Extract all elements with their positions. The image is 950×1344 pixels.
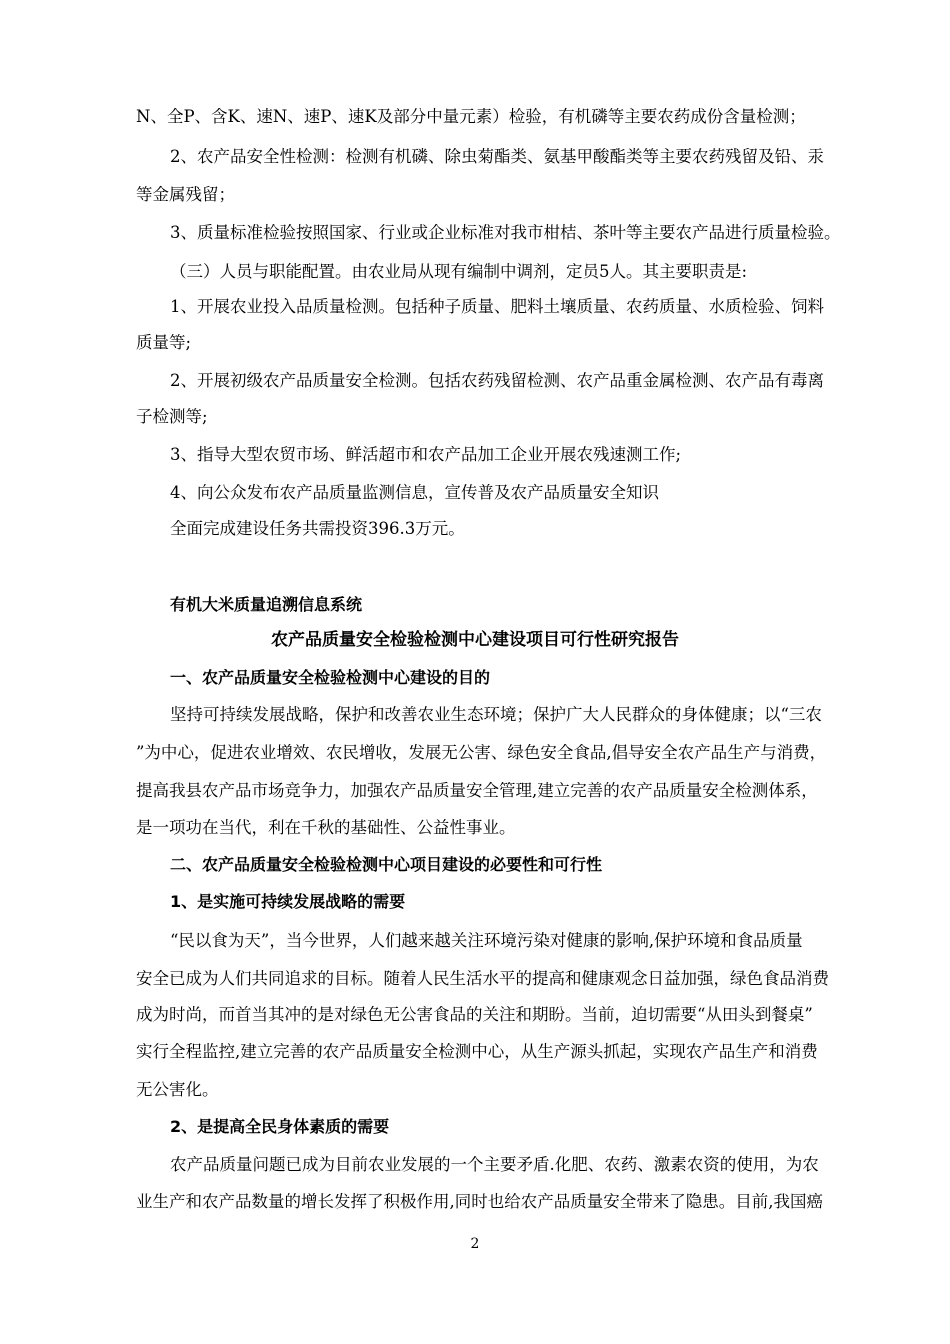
body-line: （三）人员与职能配置。由农业局从现有编制中调剂，定员5人。其主要职责是: (170, 262, 748, 281)
body-line: 4、向公众发布农产品质量监测信息，宣传普及农产品质量安全知识 (170, 483, 659, 502)
body-line: 2、农产品安全性检测：检测有机磷、除虫菊酯类、氨基甲酸酯类等主要农药残留及铅、汞 (170, 147, 824, 166)
body-line: N、全P、含K、速N、速P、速K及部分中量元素）检验，有机磷等主要农药成份含量检测； (136, 107, 806, 126)
body-line: 无公害化。 (136, 1080, 219, 1099)
body-line: 2、开展初级农产品质量安全检测。包括农药残留检测、农产品重金属检测、农产品有毒离 (170, 371, 824, 390)
page-number: 2 (470, 1236, 480, 1252)
body-line: 3、指导大型农贸市场、鲜活超市和农产品加工企业开展农残速测工作; (170, 445, 682, 464)
body-line: 安全已成为人们共同追求的目标。随着人民生活水平的提高和健康观念日益加强，绿色食品消费 (136, 969, 829, 988)
subsection-heading: 1、是实施可持续发展战略的需要 (170, 892, 406, 911)
body-line: 全面完成建设任务共需投资396.3万元。 (170, 519, 465, 538)
body-line: 质量等; (136, 333, 192, 352)
body-line: 业生产和农产品数量的增长发挥了积极作用,同时也给农产品质量安全带来了隐患。目前,我国癌 (136, 1192, 823, 1211)
body-line: 3、质量标准检验按照国家、行业或企业标准对我市柑桔、茶叶等主要农产品进行质量检验。 (170, 223, 841, 242)
body-line: 子检测等; (136, 407, 208, 426)
body-line: 农产品质量问题已成为目前农业发展的一个主要矛盾.化肥、农药、激素农资的使用，为农 (170, 1155, 819, 1174)
body-line: 是一项功在当代，利在千秋的基础性、公益性事业。 (136, 818, 516, 837)
body-line: 实行全程监控,建立完善的农产品质量安全检测中心，从生产源头抓起，实现农产品生产和消费 (136, 1042, 818, 1061)
section-heading: 一、农产品质量安全检验检测中心建设的目的 (170, 668, 491, 687)
body-line: 等金属残留； (136, 185, 235, 204)
body-line: 提高我县农产品市场竞争力，加强农产品质量安全管理,建立完善的农产品质量安全检测体系， (136, 781, 818, 800)
body-line: 1、开展农业投入品质量检测。包括种子质量、肥料土壤质量、农药质量、水质检验、饲料 (170, 297, 824, 316)
report-title: 农产品质量安全检验检测中心建设项目可行性研究报告 (271, 630, 679, 650)
body-line: 坚持可持续发展战略，保护和改善农业生态环境；保护广大人民群众的身体健康；以“三农 (170, 705, 822, 724)
section-heading: 有机大米质量追溯信息系统 (170, 595, 363, 614)
body-line: “民以食为天”，当今世界，人们越来越关注环境污染对健康的影响,保护环境和食品质量 (170, 931, 803, 950)
body-line: ”为中心，促进农业增效、农民增收，发展无公害、绿色安全食品,倡导安全农产品生产与消费， (136, 743, 827, 762)
subsection-heading: 2、是提高全民身体素质的需要 (170, 1117, 390, 1136)
section-heading: 二、农产品质量安全检验检测中心项目建设的必要性和可行性 (170, 855, 603, 874)
body-line: 成为时尚，而首当其冲的是对绿色无公害食品的关注和期盼。当前，迫切需要“从田头到餐桌” (136, 1005, 813, 1024)
